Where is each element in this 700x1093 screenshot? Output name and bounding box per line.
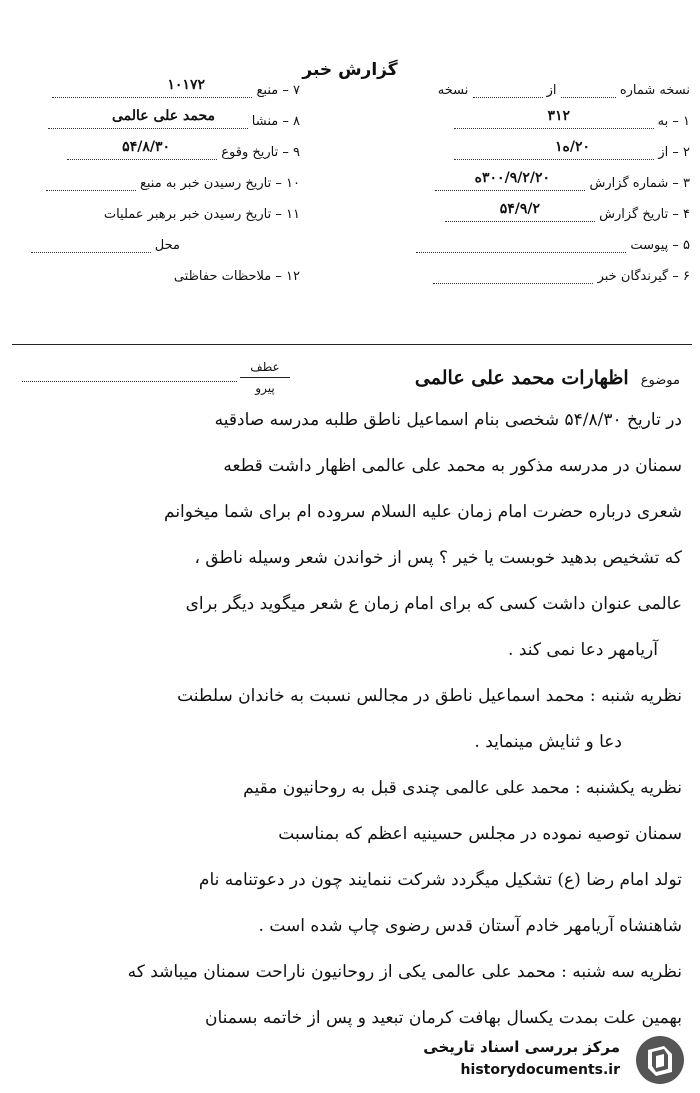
divider (12, 344, 692, 345)
report-body (22, 397, 682, 1041)
field-copy-number: نسخه شماره از نسخه (437, 83, 690, 98)
field-ops-receipt-date: ۱۱ – تاریخ رسیدن خبر برهبر عملیات (103, 207, 300, 222)
reference-peyro: پیرو (255, 381, 275, 395)
body-line: دعا و ثنایش مینماید . (474, 732, 622, 752)
archive-logo-icon (634, 1034, 686, 1086)
body-line: نظریه شنبه : محمد اسماعیل ناطق در مجالس نسبت به خاندان سلطنت (177, 686, 682, 706)
body-line: نظریه سه شنبه : محمد علی عالمی یکی از روحانیون ناراحت سمنان میباشد که (127, 962, 682, 982)
field-report-number-value: ۳۰۰/۹/۲/۲۰ه (474, 170, 550, 186)
subject-value: اظهارات محمد علی عالمی (414, 367, 629, 389)
body-line: شعری درباره حضرت امام زمان علیه السلام سروده ام برای شما میخوانم (164, 502, 682, 522)
field-recipients: ۶ – گیرندگان خبر (390, 269, 690, 300)
field-from-value: ۲۰/ه۱ (554, 139, 590, 155)
field-report-date: ۴ – تاریخ گزارش ۵۴/۹/۲ (390, 207, 690, 238)
field-to-value: ۳۱۲ (547, 108, 570, 124)
subject-label: موضوع (640, 373, 680, 388)
field-from: ۲ – از ۲۰/ه۱ (390, 145, 690, 176)
body-line: عالمی عنوان داشت کسی که برای امام زمان ع شعر میگوید دیگر برای (185, 594, 682, 614)
body-line: نظریه یکشنبه : محمد علی عالمی چندی قبل به روحانیون مقیم (243, 778, 682, 798)
body-line: سمنان توصیه نموده در مجلس حسینیه اعظم که بمناسبت (278, 824, 682, 844)
field-to: ۱ – به ۳۱۲ (390, 114, 690, 145)
field-occurrence-date: ۹ – تاریخ وقوع ۵۴/۸/۳۰ (10, 145, 300, 176)
field-security-notes: ۱۲ – ملاحظات حفاظتی (173, 269, 300, 284)
body-line: آریامهر دعا نمی کند . (508, 640, 658, 660)
subject-line (415, 367, 680, 389)
field-origin: ۸ – منشا محمد علی عالمی (10, 114, 300, 145)
field-source: ۷ – منبع ۱۰۱۷۲ (10, 83, 300, 114)
left-field-column (10, 77, 300, 300)
field-report-number: ۳ – شماره گزارش ۳۰۰/۹/۲/۲۰ه (390, 176, 690, 207)
body-line: که تشخیص بدهید خوبست یا خیر ؟ پس از خواندن شعر وسیله ناطق ، (194, 548, 682, 568)
body-line: تولد امام رضا (ع) تشکیل میگردد شرکت ننمایند چون در دعوتنامه نام (198, 870, 682, 890)
field-origin-value: محمد علی عالمی (111, 108, 215, 124)
watermark (420, 1032, 690, 1088)
field-source-value: ۱۰۱۷۲ (167, 77, 205, 93)
body-line: شاهنشاه آریامهر خادم آستان قدس رضوی چاپ شده است . (258, 916, 682, 936)
reference-box (240, 360, 290, 395)
watermark-name: مرکز بررسی اسناد تاریخی (423, 1038, 620, 1056)
watermark-site: historydocuments.ir (460, 1062, 620, 1078)
right-field-column (390, 83, 690, 300)
body-line: در تاریخ ۵۴/۸/۳۰ شخصی بنام اسماعیل ناطق طلبه مدرسه صادقیه (214, 410, 682, 430)
reference-dotted-line (22, 380, 237, 382)
field-report-date-value: ۵۴/۹/۲ (499, 201, 540, 217)
document-title: گزارش خبر (302, 60, 398, 80)
field-attachment: ۵ – پیوست (390, 238, 690, 269)
reference-atf: عطف (250, 360, 280, 374)
body-line: سمنان در مدرسه مذکور به محمد علی عالمی اظهار داشت قطعه (223, 456, 682, 476)
field-occurrence-date-value: ۵۴/۸/۳۰ (122, 139, 170, 155)
field-location: محل (10, 238, 300, 269)
body-line: بهمین علت بمدت یکسال بهافت کرمان تبعید و پس از خاتمه بسمنان (204, 1008, 682, 1028)
field-source-receipt-date: ۱۰ – تاریخ رسیدن خبر به منبع (10, 176, 300, 207)
